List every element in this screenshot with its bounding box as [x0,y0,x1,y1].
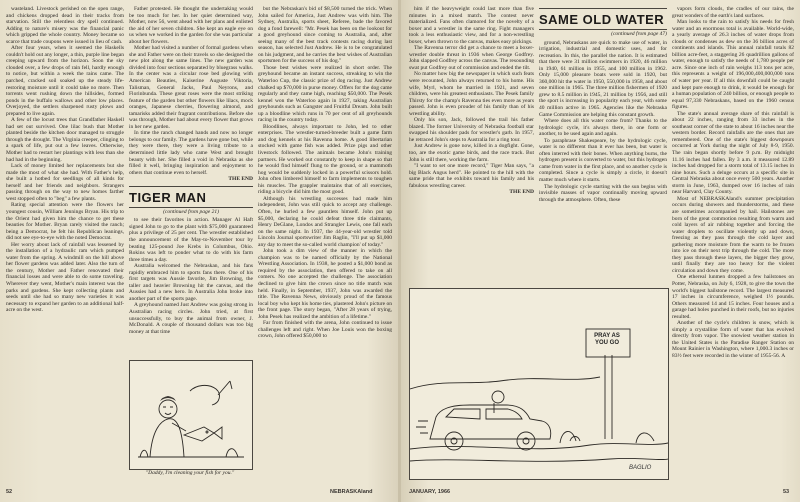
paragraph: Bloodlines, always important to John, led to other enterprises. The wrestler-turned-breeder built a game farm and dog kennels at his Ravenna home. A good libertarian stocked with game fish was added. Prize pigs and other livestock followed. The animals became John's training partners. He worked out constantly to keep in shape so that he would find himself flung to the ground, or a mammoth hog would be suddenly locked in a powerful scissors hold. John often limbered himself to farm implements to toughen his muscles. The grappler maintains that of all exercises, riding a bicycle did him the most good. [258,123,392,196]
paragraph: Although his wrestling successes had made him independent, John was still quick to accept any challenge. Often, he hurled a few gauntlets himself. John put up $5,000, declaring he could defeat three title claimants, Henry DeGlane, Londos and Strangler Lewis, one fall each on the same night. In 1937, the 44-year-old wrestler told Lincoln Journal sportswriter Jim Raglin, "I'll put up $1,000 any day to meet the so-called world champion' of today." [258,195,392,248]
paragraph: To paraphrase Shakespeare, by the hydrologic cycle, water is no different than it ever has been, but water is often interred with their bones. When anything burns, the hydrogen present is converted to water, but this hydrogen came from water in the first place, and so another cycle is completed. Since a cycle is simply a circle, it doesn't matter much where it starts. [539,137,667,184]
paragraph: Far from finished with the arena, John continued to issue challenges left and right. When Joe Louis won the boxing crown, John offered $50,000 to [258,320,392,340]
left-column-3 [258,6,392,486]
paragraph: Mother had visited a number of formal gardens when she and Father were on their travels so she designed the new plot along the same lines. The new garden was divided into four sections separated by bluegrass walks. In the center was a circular rose bed glowing with American Beauties, Kaiserine Auguste Viktoria, Talisman, General Jacks, Paul Neyrons, and Florinbunda. These great roses were the most striking feature of the garden but other flowers like lilacs, mock oranges, Japanese cherries, flowering almond, and tamarisks added their fragrant contributions. Before she was through, Mother had about every flower that grows in her new garden. [129,45,253,130]
divider [539,29,667,30]
paragraph: Where does all this water come from? Thanks to the hydrologic cycle, it's always there, in one form or another, to be used again and again. [539,118,667,138]
paragraph: Only his son, Jack, followed the trail his father blazed. The former University of Nebraska football star swapped his shoulder pads for wrestler's garb. In 1957, he retraced John's steps to Australia for a ring tour. [409,117,534,143]
right-column-2 [539,6,667,286]
magazine-name-footer: NEBRASKAland [330,489,373,495]
paragraph: Another of the cycle's children is snow, which is simply a crystalline form of water that has evolved directly from vapor. The snowiest weather station in the United States is the Paradise Ranger Station on Mount Rainier in Washington, where 1,000.3 inches or 83½ feet were recorded in the winter of 1955-56. A [672,320,794,359]
right-column-3 [672,6,794,486]
right-page [401,0,800,502]
issue-date-footer: JANUARY, 1966 [409,489,451,495]
paragraph: Lack of money limited her replacements but she made the most of what she had. With Father's help, she built a hotbed for seedlings of all kinds for herself and her friends and neighbors. Strangers passing through on the way to new homes farther west stopped often to "beg" a few plants. [6,163,124,202]
paragraph: In time the ranch changed hands and now no longer belongs to our family. The gardens have gone but, while they were there, they were a living tribute to a determined little lady who came West and brought beauty with her. She filled a void in Nebraska as she filled it well, bringing inspiration and enjoyment to others that continue even to herself. [129,130,253,176]
paragraph: ground, Nebraskans are quick to make use of water, in irrigation, industrial and domestic uses, and for recreation. In this, the parallel the nation. It is estimated that there were 31 million swimmers in 1920, 46 million in 1940, 61 million in 1955, and 100 million in 1962. Only 15,000 pleasure boats were sold in 1920, but 360,000 hit the water in 1950, 550,000 in 1958, and about one million in 1965. The three million fishermen of 1920 grew to 8.5 million in 1945, 21 million by 1956, and still the sport is increasing in popularity each year, with some 40 million active in 1965. Agencies like the Nebraska Game Commission are helping this constant growth. [539,39,667,118]
cartoon-drawing [130,361,252,469]
divider [539,8,667,9]
paragraph: "I want to set one more record," Tiger Man says, "a big Black Angus herd". He pointed to the hill with the same pride that he exhibits toward his family and his fabulous wrestling career. [409,163,534,189]
article-headline: SAME OLD WATER [539,12,665,27]
paragraph: John took a dim view of the manner in which the champion was to be named officially by the National Wrestling Association. In 1938, he posted a $1,000 bond as required by the association, then offered to take on all comers. No one accepted the challenge. The association declined to give him the crown since no title match was held. Finally, in September, 1937, John was awarded the title. The Ravenna News, obviously proud of the famous local boy who kept his home ties, plastered John's picture on the front page. The story began, "After 28 years of trying, John Pesek has realized the ambition of a lifetime." [258,248,392,320]
paragraph: No matter how big the newspaper in which such feats were recounted, John always returned to his home. His wife, Myrl, whom he married in 1921, and seven children, were his greatest enthusiasts. The Pesek family Thirsty for the champ's Ravenna ties even more as years passed. John is even prouder of his family than of his wrestling ability. [409,71,534,117]
page-number-left: 52 [6,489,13,495]
paragraph: Father protested. He thought the undertaking would be too much for her. In her quiet determined way, Mother, now 56, went ahead with her plans and enlisted the aid of her seven children. She kept an eagle eye on us when we worked in the garden for she was particular about her flowers. [129,6,253,45]
paragraph: to see their favorites in action. Manager Al Haft signed John to go to the plant with $75,000 guaranteed plus a privilege of 25 per cent. The wrestler established the announcement of the May-to-November tour by beating 125-pound Joe Krebs in Columbus, Ohio. Rokins was left to ponder what to do with his farm three times a day. [129,217,253,263]
paragraph: After four years, when it seemed the Haskells couldn't hold out any longer, a thin, purple line began creeping upward from the horizon. Soon the sky clouded over, a few drops of rain fell, hardly enough to notice, but within a week the rains came. The parched, cracked soil soaked up the steady life-restoring moisture until it could take no more. Then torrents went rushing down the hillsides, formed ponds in the buffalo wallows and other low places. Overjoyed, the settlers sharpened rusty plows and prepared to live again. [6,45,124,117]
paragraph: A few of the locust trees that Grandfather Haskell had set out survived. One lilac bush that Mother planted beside the kitchen door managed to struggle through the drought. The Virginia creeper, clinging to a spark of life, put out a few leaves. Otherwise, Mother had to restart her plantings with less than she had had in the beginning. [6,117,124,163]
cartoon-caption: "Daddy, I'm cleaning your fish for you." [145,470,235,476]
left-column-1 [6,6,124,486]
paragraph: him if the heavyweight could last more than five minutes in a mixed match. The contest never materialized. Fans often clamored for the novelty of a boxer and a wrestler in the same ring. Fight managers took a less enthusiastic view, and for a non-wrestling boxer, when thrown to the canvas, makes easy pickings. [409,6,534,45]
paragraph: One ethereal lunmen dropped a few hailstones on Potter, Nebraska, on July 6, 1928, to give the town the world's biggest hailstone record. The largest measured 17 inches in circumference, weighed 1½ pounds. Others measured 14 and 15 inches. Four houses and a garage had holes punched in their roofs, but no injuries resulted. [672,274,794,320]
artist-signature: BAGLIO [629,465,652,471]
paragraph: Most of NEBRASKAland's summer precipitation occurs during showers and thunderstorms, and these are sometimes accompanied by hail. Hailstones are born of the great commotion resulting from warm and cold layers of air rubbing together and forcing the water droplets to oscillate violently up and down, freezing as they pass through the cold layer and gathering more moisture from the warm to be frozen into ice on their next trip through the cold. The more they pass through these layers, the bigger they grow, until finally they are too heavy for the violent circulation and down they come. [672,195,794,274]
continued-note: (continued from page 47) [611,31,667,37]
continued-note: (continued from page 21) [163,208,219,215]
paragraph: wasteland. Livestock perished on the open range, and chickens dropped dead in their tracks from starvation. Still the relentless dry spell continued. Adding to nature's misery was the financial panic which gripped the whole country. Money became so scarce that trade coupons were issued in lieu of cash. [6,6,124,45]
paragraph: Those best wishes were realized in short order. The greyhound became an instant success, streaking to win the Waterloo Cup, the classic prize of dog racing. Just Andrew chalked up $70,000 in purse money. Offers for the dog came regularly and they came high, reaching $50,000. The Pesek kennel won the Waterloo again in 1927, taking Australian greyhounds such as Gangster and Fruitful Dream. John built up a bloodline which runs in 70 per cent of all greyhounds racing in the country today. [258,64,392,124]
article-headline: TIGER MAN [129,189,207,205]
paragraph: The state's annual average share of this rainfall is about 22 inches, ranging from 33 inches in the southeast corner of the state to about 16 inches near the western border. Record rainfalls are the ones that are remembered. One of the state's biggest downpours occurred at York during the night of July 8-9, 1950. The rain began shortly before 9 p.m. By midnight 11.16 inches had fallen. By 3 a.m. it measured 12.89 inches had dropped for a storm total of 13.15 inches in nine hours. Such a deluge occurs at a specific site in Central Nebraska about once every 500 years. Another storm in June, 1963, dumped over 16 inches of rain near Harvard, Clay County. [672,110,794,196]
paragraph: Australia welcomed the Nebraskan, and his fans rapidly embraced him to sports fans there. One of his first targets was Aussie favorite, Jim Browning, the taller and heavier Browning hit the canvas, and the Aussies had a new hero. In Australia John broke into another part of the sports page. [129,263,253,302]
end-mark: THE END [509,189,534,196]
paragraph: A greyhound named Just Andrew was going strong in Australian racing circles. John tried, at first unsuccessfully, to buy the animal from owner, J. McDonald. A couple of thousand dollars was too big money at that time [129,302,253,335]
paragraph: Rating special attention were the flowers her youngest cousin, William Jennings Bryan. His trip to the Orient had given him the chance to get these beauties for Mother. Bryan rarely visited the ranch; being a Democrat, he felt his Republican leanings, did not see eye-to-eye with the noted Democrat. [6,202,124,242]
paragraph: but the Nebraskan's bid of $8,500 turned the trick. When John sailed for America, Just Andrew was with him. The Sydney, Australia, sports sheet, Referee, bade the favored dog a fond farewell: "Mr. Pesek has been on the lookout for a good greyhound since coming to Australia, and, after seeing many of the best track contests racing during last season, has selected Just Andrew. He is to be congratulated on his judgment, and he carries the best wishes of Australian sportsmen for the success of his dog." [258,6,392,65]
road-sign-text: PRAY AS YOU GO [594,333,620,346]
paragraph: vapors form clouds, the cradles of our rains, the great wonders of the earth's land surfaces. [672,6,794,19]
cartoon-fishing [129,360,253,470]
end-mark: THE END [228,176,253,183]
cartoon-drawing [410,289,668,479]
left-page [0,0,399,502]
paragraph: Her worry about lack of rainfall was lessened by the installation of a hydraulic ram which pumped water from the spring. A windmill on the hill above her flower gardens was added later. Also the turn of the century, Mother and Father renovated their financial losses and were able to do some traveling. Wherever they went, Mother's main interest was the parks and gardens. She kept collecting plants and seeds until she had so many new varieties it was necessary to expand her garden to an additional half-acre on the west. [6,241,124,314]
paragraph: The hydrologic cycle starting with the sun begins with invisible masses of vapor continually moving upward through the atmosphere. Often, these [539,183,667,203]
cartoon-pray-as-you-go [409,288,669,480]
divider [129,186,253,187]
page-number-right: 53 [783,489,790,495]
divider [129,207,253,208]
paragraph: The Ravenna terror did get a chance to meet a boxer-wrestler double threat in 1936 when George Godfrey. John slapped Godfrey across the canvas. The resounding swat put Godfrey out of commission and ended the tilt. [409,45,534,71]
paragraph: Man looks to the rain to satisfy his needs for fresh water and an enormous total is available. World-wide, a yearly average of 26.3 inches of water drops from clouds or condenses as dew on the 36 billion acres of continents and islands. This annual rainfall totals 82 billion acre-feet, a staggering 26 quadrillion gallons of water, enough to satisfy the needs of 1,780 people per acre. Since one inch of rain weighs 113 tons per acre, this represents a weight of 196,000,400,000,000 tons of water per year. If all this downfall could be caught and kept pure enough to drink, it would be enough for a human population of 240 billion, or enough people to equal 97,330 Nebraskans, based on the 1960 census figures. [672,19,794,111]
paragraph: Just Andrew is gone now, killed in a dogfight. Gone, too, are the exotic game birds, and the race track. But John is still there, working the farm. [409,143,534,163]
